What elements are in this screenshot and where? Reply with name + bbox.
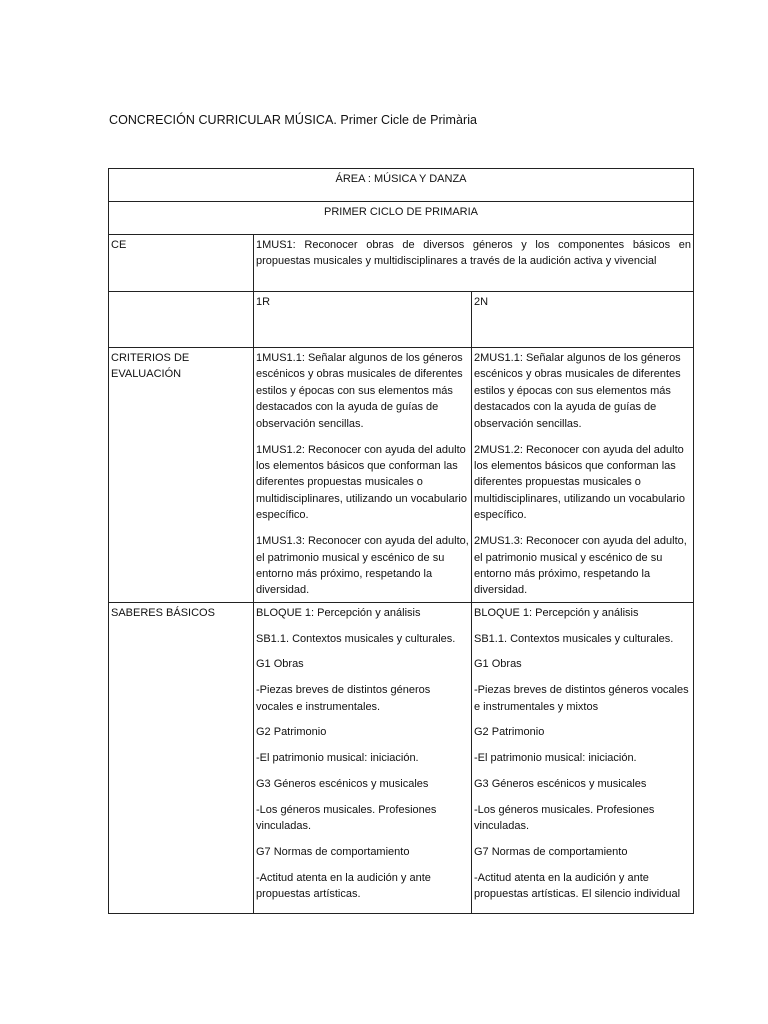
criterios-row — [109, 348, 694, 603]
criterio-1r-3: 1MUS1.3: Reconocer con ayuda del adulto, el patrimonio musical y escénico de su entorno más próximo, respetando la diversidad. — [256, 535, 469, 597]
cycle-row — [109, 202, 694, 235]
saber-1r-item: SB1.1. Contextos musicales y culturales. — [256, 632, 456, 645]
criterio-2n-2: 2MUS1.2: Reconocer con ayuda del adulto los elementos básicos que conforman las diferentes propuestas musicales o multidisciplinares, utilizando un vocabulario específico. — [474, 443, 685, 522]
saberes-1r-cell — [254, 602, 472, 913]
saber-2n-item: -El patrimonio musical: iniciación. — [474, 752, 637, 765]
saber-1r-item: -Piezas breves de distintos géneros vocales e instrumentales. — [256, 684, 431, 713]
ce-description: 1MUS1: Reconocer obras de diversos géneros y los componentes básicos en propuestas musicales y multidisciplinares a través de la audición activa y vivencial — [254, 235, 694, 292]
ce-label: CE — [109, 235, 254, 292]
saber-2n-item: -Actitud atenta en la audición y ante propuestas artísticas. El silencio individual — [474, 871, 681, 901]
area-row — [109, 169, 694, 202]
criterio-2n-3: 2MUS1.3: Reconocer con ayuda del adulto, el patrimonio musical y escénico de su entorno más próximo, respetando la diversidad. — [474, 535, 687, 597]
saber-2n-item: SB1.1. Contextos musicales y culturales. — [474, 632, 674, 645]
year-1r-header: 1R — [254, 292, 472, 348]
area-heading: ÁREA : MÚSICA Y DANZA — [109, 169, 694, 202]
saberes-label: SABERES BÁSICOS — [109, 602, 254, 913]
criterios-2n-cell — [472, 348, 694, 603]
year-row-empty-cell — [109, 292, 254, 348]
curriculum-table — [108, 168, 694, 914]
saber-1r-item: G3 Géneros escénicos y musicales — [256, 778, 429, 791]
saber-2n-item: BLOQUE 1: Percepción y análisis — [474, 606, 639, 619]
year-row — [109, 292, 694, 348]
saber-1r-item: G2 Patrimonio — [256, 726, 327, 739]
year-2n-header: 2N — [472, 292, 694, 348]
cycle-heading: PRIMER CICLO DE PRIMARIA — [109, 202, 694, 235]
criterio-2n-1: 2MUS1.1: Señalar algunos de los géneros escénicos y obras musicales de diferentes estilos y épocas con sus elementos más destacados con la ayuda de guías de observación sencillas. — [474, 352, 681, 430]
saber-1r-item: -Los géneros musicales. Profesiones vinculadas. — [256, 803, 437, 833]
criterio-1r-1: 1MUS1.1: Señalar algunos de los géneros escénicos y obras musicales de diferentes estilos y épocas con sus elementos más destacados con la ayuda de guías de observación sencillas. — [256, 352, 463, 430]
saber-1r-item: -El patrimonio musical: iniciación. — [256, 752, 419, 765]
saber-2n-item: -Piezas breves de distintos géneros vocales e instrumentales y mixtos — [474, 684, 689, 713]
saber-1r-item: G1 Obras — [256, 658, 304, 671]
document-title: CONCRECIÓN CURRICULAR MÚSICA. Primer Cicle de Primària — [109, 113, 478, 127]
saberes-2n-cell — [472, 602, 694, 913]
saber-2n-item: -Los géneros musicales. Profesiones vinculadas. — [474, 803, 655, 833]
saber-2n-item: G2 Patrimonio — [474, 726, 545, 739]
criterios-1r-cell — [254, 348, 472, 603]
saber-1r-item: BLOQUE 1: Percepción y análisis — [256, 606, 421, 619]
saber-2n-item: G3 Géneros escénicos y musicales — [474, 778, 647, 791]
criterios-label: CRITERIOS DE EVALUACIÓN — [109, 348, 254, 603]
saber-2n-item: G7 Normas de comportamiento — [474, 846, 628, 859]
saber-2n-item: G1 Obras — [474, 658, 522, 671]
saber-1r-item: G7 Normas de comportamiento — [256, 846, 410, 859]
ce-row — [109, 235, 694, 292]
saber-1r-item: -Actitud atenta en la audición y ante propuestas artísticas. — [256, 871, 431, 901]
saberes-row — [109, 602, 694, 913]
criterio-1r-2: 1MUS1.2: Reconocer con ayuda del adulto los elementos básicos que conforman las diferentes propuestas musicales o multidisciplinares, utilizando un vocabulario específico. — [256, 443, 467, 522]
